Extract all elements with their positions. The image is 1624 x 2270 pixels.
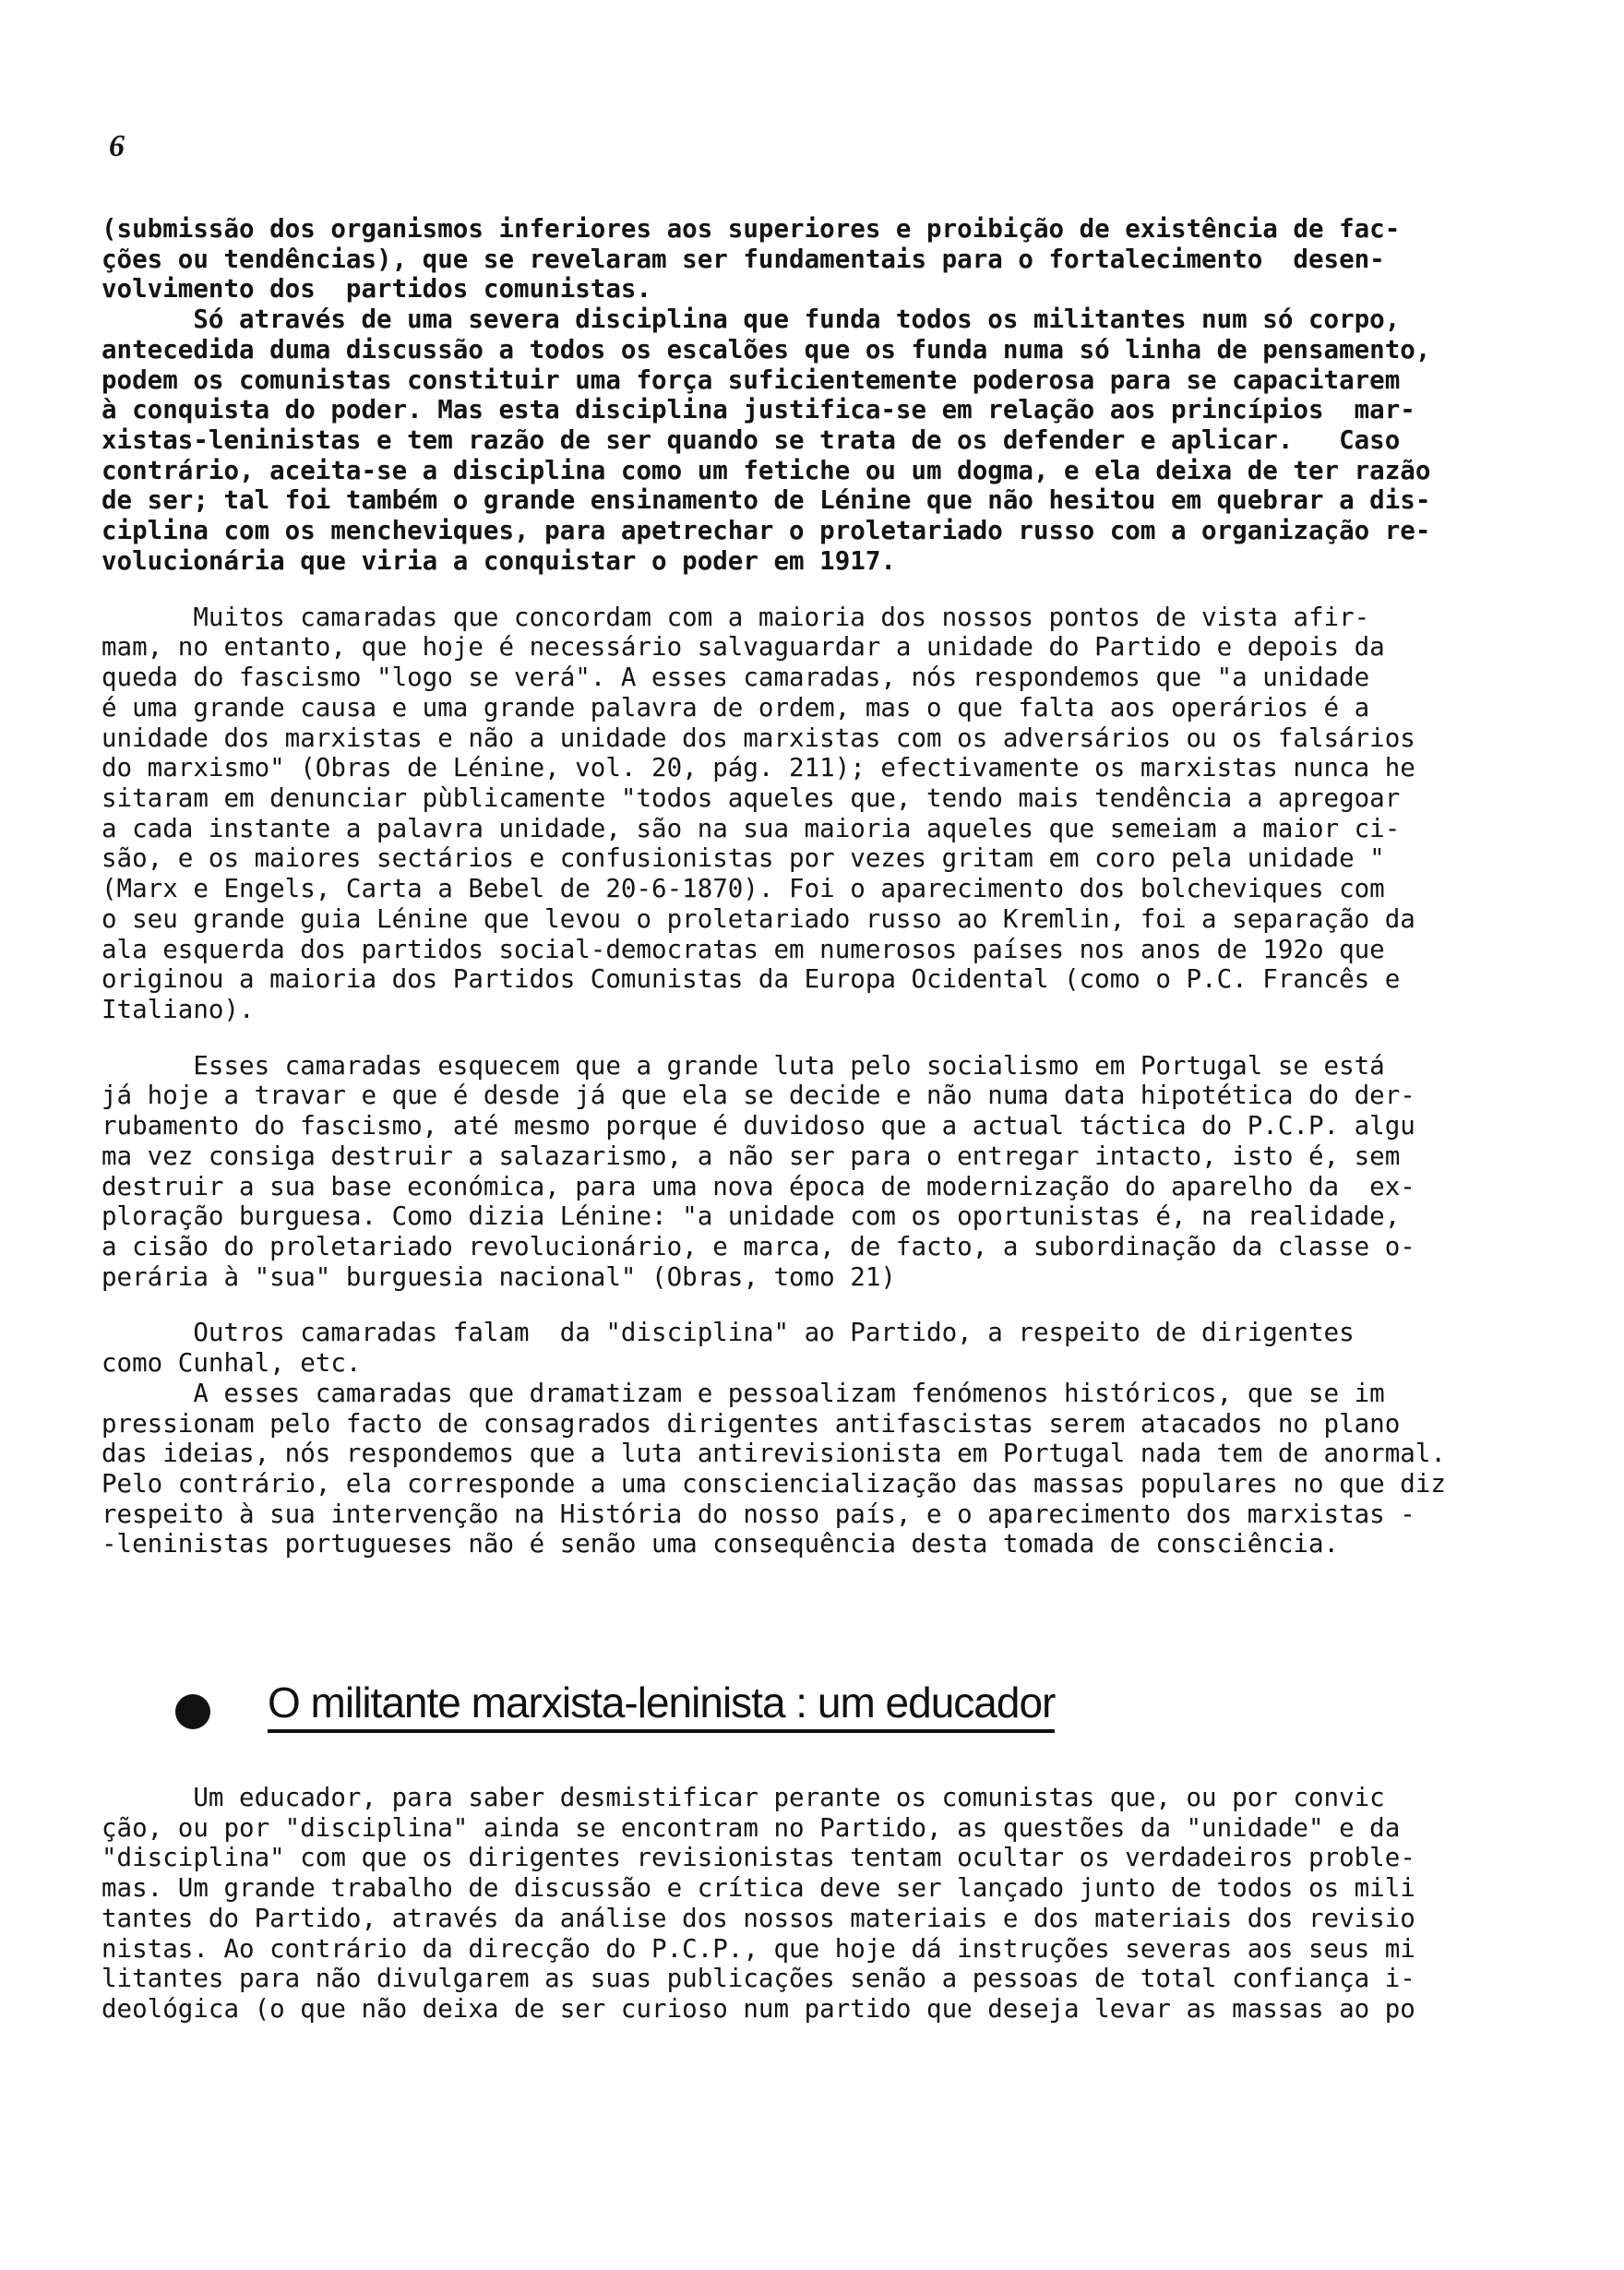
text-line: originou a maioria dos Partidos Comunistas da Europa Ocidental (como o P.C. Francês e [102, 964, 1401, 995]
text-line: volucionária que viria a conquistar o poder em 1917. [102, 545, 896, 576]
text-line: das ideias, nós respondemos que a luta antirevisionista em Portugal nada tem de anormal. [102, 1439, 1446, 1469]
text-line: destruir a sua base económica, para uma nova época de modernização do aparelho da ex- [102, 1171, 1415, 1201]
text-line: a cisão do proletariado revolucionário, e marca, de facto, a subordinação da classe o- [102, 1232, 1415, 1261]
text-line: mas. Um grande trabalho de discussão e crítica deve ser lançado junto de todos os mili [102, 1873, 1415, 1904]
text-line: tantes do Partido, através da análise dos nossos materiais e dos materiais dos revisio [102, 1903, 1415, 1933]
text-line: mam, no entanto, que hoje é necessário salvaguardar a unidade do Partido e depois da [102, 632, 1385, 663]
text-line: ploração burguesa. Como dizia Lénine: "a unidade com os oportunistas é, na realidade, [102, 1201, 1401, 1232]
text-line: Esses camaradas esquecem que a grande luta pelo socialismo em Portugal se está [102, 1050, 1385, 1081]
paragraph-block [102, 214, 1486, 577]
text-line: nistas. Ao contrário da direcção do P.C.P., que hoje dá instruções severas aos seus mi [102, 1933, 1415, 1964]
text-line: ciplina com os mencheviques, para apetrechar o proletariado russo com a organização re- [102, 516, 1431, 546]
text-line: litantes para não divulgarem as suas publicações senão a pessoas de total confiança i- [102, 1964, 1415, 1994]
section-heading-text: O militante marxista-leninista : um educador [268, 1678, 1055, 1733]
text-line: à conquista do poder. Mas esta disciplina justifica-se em relação aos princípios mar- [102, 395, 1415, 425]
page-number: 6 [109, 129, 125, 163]
text-line: sitaram em denunciar pùblicamente "todos aqueles que, tendo mais tendência a apregoar [102, 783, 1401, 813]
paragraph-block [102, 1051, 1486, 1293]
text-line: A esses camaradas que dramatizam e pessoalizam fenómenos históricos, que se im [102, 1378, 1385, 1408]
text-line: o seu grande guia Lénine que levou o proletariado russo ao Kremlin, foi a separação da [102, 903, 1415, 934]
text-line: unidade dos marxistas e não a unidade dos marxistas com os adversários ou os falsários [102, 723, 1415, 753]
paragraph-block [102, 603, 1486, 1025]
text-line: Outros camaradas falam da "disciplina" ao Partido, a respeito de dirigentes [102, 1318, 1355, 1348]
text-line: contrário, aceita-se a disciplina como um fetiche ou um dogma, e ela deixa de ter razão [102, 455, 1431, 485]
text-line: (submissão dos organismos inferiores aos superiores e proibição de existência de fac- [102, 214, 1401, 244]
text-line: xistas-leninistas e tem razão de ser quando se trata de os defender e aplicar. Caso [102, 425, 1401, 456]
text-line: volvimento dos partidos comunistas. [102, 274, 652, 305]
text-line: são, e os maiores sectários e confusionistas por vezes gritam em coro pela unidade " [102, 843, 1385, 874]
text-line: pressionam pelo facto de consagrados dirigentes antifascistas serem atacados no plano [102, 1408, 1401, 1439]
text-line: (Marx e Engels, Carta a Bebel de 20-6-1870). Foi o aparecimento dos bolcheviques com [102, 874, 1385, 904]
text-line: de ser; tal foi também o grande ensinamento de Lénine que não hesitou em quebrar a dis- [102, 485, 1431, 516]
text-line: deológica (o que não deixa de ser curioso num partido que deseja levar as massas ao po [102, 1994, 1415, 2025]
text-line: rubamento do fascismo, até mesmo porque é duvidoso que a actual táctica do P.C.P. algu [102, 1111, 1415, 1141]
text-line: queda do fascismo "logo se verá". A esses camaradas, nós respondemos que "a unidade [102, 663, 1370, 693]
text-line: "disciplina" com que os dirigentes revisionistas tentam ocultar os verdadeiros proble- [102, 1843, 1415, 1873]
text-line: Um educador, para saber desmistificar perante os comunistas que, ou por convic [102, 1783, 1385, 1812]
text-line: perária à "sua" burguesia nacional" (Obras, tomo 21) [102, 1261, 896, 1292]
text-line: é uma grande causa e uma grande palavra de ordem, mas o que falta aos operários é a [102, 692, 1370, 723]
text-line: ma vez consiga destruir a salazarismo, a não ser para o entregar intacto, isto é, sem [102, 1141, 1401, 1171]
text-line: -leninistas portugueses não é senão uma consequência desta tomada de consciência. [102, 1529, 1340, 1559]
text-line: ções ou tendências), que se revelaram ser fundamentais para o fortalecimento desen- [102, 244, 1385, 274]
text-line: Pelo contrário, ela corresponde a uma consciencialização das massas populares no que diz [102, 1469, 1446, 1499]
text-lower [102, 1783, 1486, 2025]
text-line: a cada instante a palavra unidade, são na sua maioria aqueles que semeiam a maior ci- [102, 813, 1401, 843]
text-line: Italiano). [102, 994, 255, 1024]
text-line: como Cunhal, etc. [102, 1348, 362, 1379]
paragraph-block [102, 1783, 1486, 2025]
bullet-icon [175, 1694, 210, 1729]
text-line: ala esquerda dos partidos social-democratas em numerosos países nos anos de 192o que [102, 934, 1385, 964]
text-line: Muitos camaradas que concordam com a maioria dos nossos pontos de vista afir- [102, 602, 1370, 632]
text-line: do marxismo" (Obras de Lénine, vol. 20, pág. 211); efectivamente os marxistas nunca he [102, 753, 1415, 783]
text-line: ção, ou por "disciplina" ainda se encontram no Partido, as questões da "unidade" e da [102, 1812, 1401, 1843]
text-line: antecedida duma discussão a todos os escalões que os funda numa só linha de pensamento, [102, 334, 1431, 364]
text-upper [102, 214, 1486, 1559]
text-line: respeito à sua intervenção na História do nosso país, e o aparecimento dos marxistas - [102, 1499, 1415, 1529]
section-heading [175, 1678, 1467, 1751]
text-line: já hoje a travar e que é desde já que ela se decide e não numa data hipotética do der- [102, 1081, 1415, 1111]
paragraph-block [102, 1318, 1486, 1559]
text-line: Só através de uma severa disciplina que funda todos os militantes num só corpo, [102, 305, 1401, 335]
text-line: podem os comunistas constituir uma força suficientemente poderosa para se capacitarem [102, 364, 1401, 395]
